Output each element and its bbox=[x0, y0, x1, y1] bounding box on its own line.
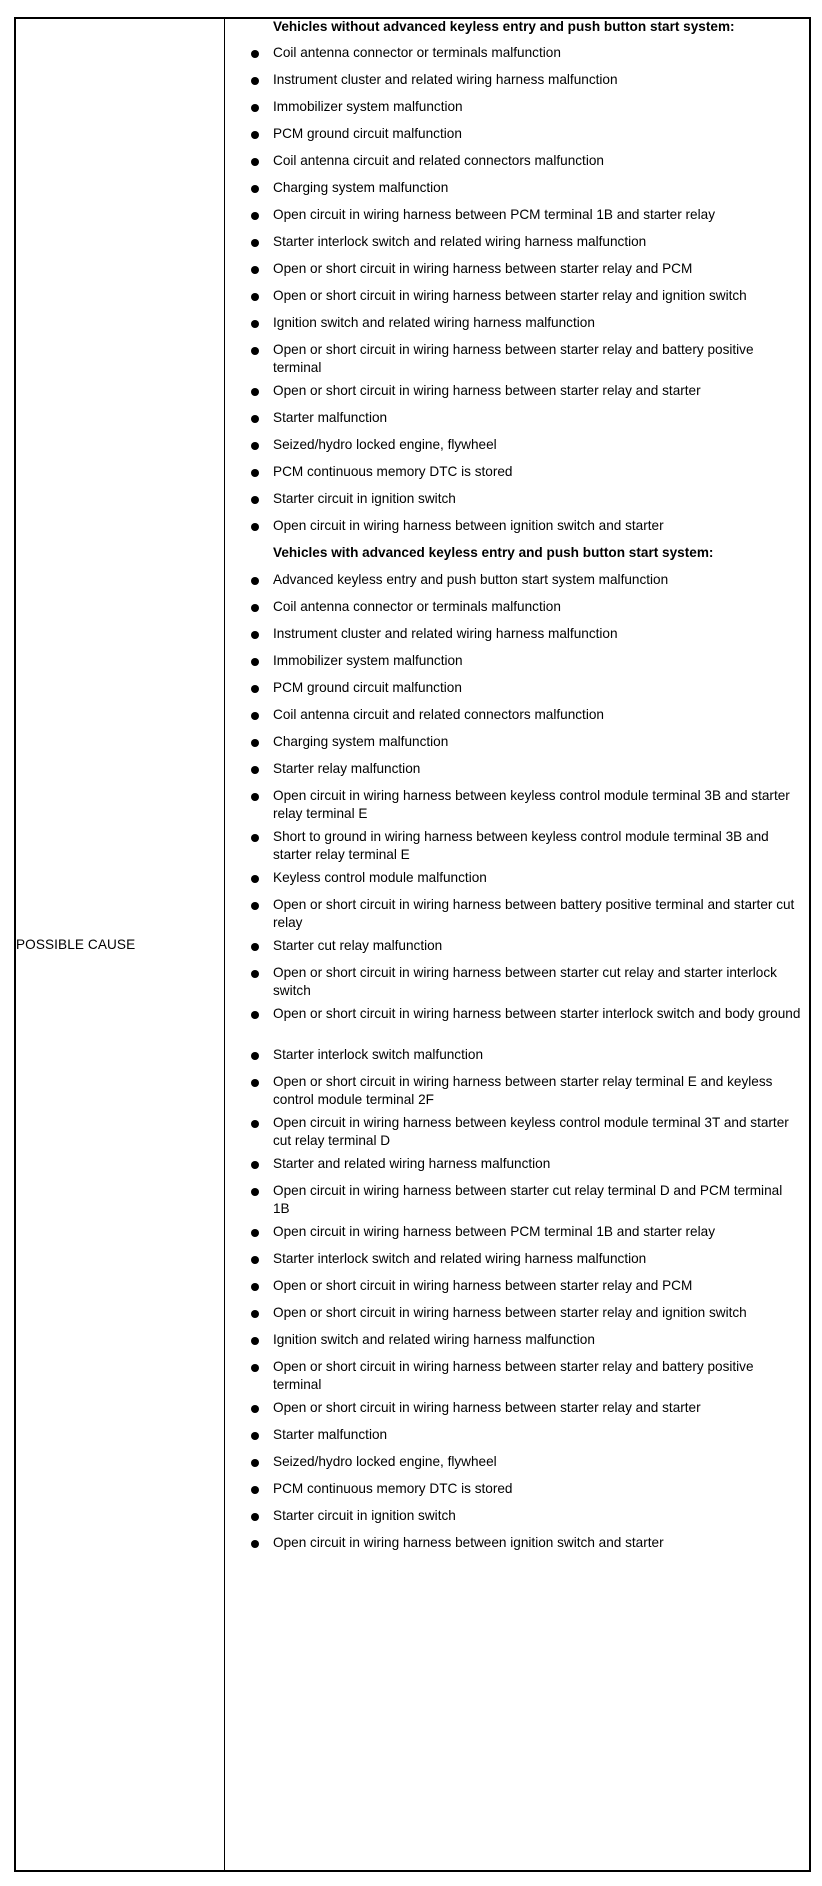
bullet-icon bbox=[251, 1283, 259, 1291]
item-text: Coil antenna circuit and related connectors malfunction bbox=[273, 707, 604, 722]
item-text: Starter circuit in ignition switch bbox=[273, 491, 456, 506]
list-item bbox=[225, 1005, 809, 1023]
item-text: Open circuit in wiring harness between ignition switch and starter bbox=[273, 518, 664, 533]
item-text: Open or short circuit in wiring harness between starter relay and ignition switch bbox=[273, 1305, 747, 1320]
bullet-icon bbox=[251, 766, 259, 774]
list-item bbox=[225, 206, 809, 224]
bullet-icon bbox=[251, 970, 259, 978]
item-text: Open or short circuit in wiring harness between starter relay terminal E and keyless control module terminal 2F bbox=[273, 1074, 773, 1107]
item-text: Starter relay malfunction bbox=[273, 761, 421, 776]
bullet-icon bbox=[251, 1364, 259, 1372]
list-item bbox=[225, 964, 809, 1000]
bullet-icon bbox=[251, 712, 259, 720]
item-text: Starter circuit in ignition switch bbox=[273, 1508, 456, 1523]
bullet-icon bbox=[251, 685, 259, 693]
list-item bbox=[225, 1399, 809, 1417]
section-heading bbox=[225, 544, 809, 562]
item-text: Open or short circuit in wiring harness between battery positive terminal and starter cut relay bbox=[273, 897, 795, 930]
bullet-icon bbox=[251, 1079, 259, 1087]
item-text: Open or short circuit in wiring harness between starter relay and PCM bbox=[273, 1278, 693, 1293]
list-item bbox=[225, 517, 809, 535]
list-item bbox=[225, 869, 809, 887]
list-item bbox=[225, 382, 809, 400]
bullet-icon bbox=[251, 50, 259, 58]
bullet-icon bbox=[251, 834, 259, 842]
bullet-icon bbox=[251, 239, 259, 247]
list-item bbox=[225, 1426, 809, 1444]
bullet-icon bbox=[251, 875, 259, 883]
bullet-icon bbox=[251, 793, 259, 801]
item-text: Seized/hydro locked engine, flywheel bbox=[273, 437, 497, 452]
item-text: Starter interlock switch and related wiring harness malfunction bbox=[273, 1251, 647, 1266]
bullet-icon bbox=[251, 104, 259, 112]
bullet-icon bbox=[251, 1120, 259, 1128]
bullet-icon bbox=[251, 1513, 259, 1521]
item-text: Starter malfunction bbox=[273, 410, 388, 425]
item-text: Keyless control module malfunction bbox=[273, 870, 487, 885]
item-text: Starter interlock switch and related wiring harness malfunction bbox=[273, 234, 647, 249]
item-text: Open or short circuit in wiring harness between starter relay and battery positive terminal bbox=[273, 1359, 754, 1392]
list-item bbox=[225, 341, 809, 377]
item-text: Starter malfunction bbox=[273, 1427, 388, 1442]
item-text: Open or short circuit in wiring harness between starter relay and battery positive terminal bbox=[273, 342, 754, 375]
heading-text: Vehicles with advanced keyless entry and push button start system: bbox=[273, 545, 714, 560]
item-text: Immobilizer system malfunction bbox=[273, 653, 463, 668]
item-text: Open circuit in wiring harness between PCM terminal 1B and starter relay bbox=[273, 207, 715, 222]
list-item bbox=[225, 1304, 809, 1322]
item-text: Instrument cluster and related wiring harness malfunction bbox=[273, 72, 618, 87]
list-item bbox=[225, 314, 809, 332]
list-item bbox=[225, 828, 809, 864]
bullet-icon bbox=[251, 1188, 259, 1196]
bullet-icon bbox=[251, 131, 259, 139]
list-item bbox=[225, 787, 809, 823]
bullet-icon bbox=[251, 902, 259, 910]
list-item bbox=[225, 937, 809, 955]
bullet-icon bbox=[251, 943, 259, 951]
bullet-icon bbox=[251, 1337, 259, 1345]
bullet-icon bbox=[251, 523, 259, 531]
bullet-icon bbox=[251, 739, 259, 747]
list-item bbox=[225, 152, 809, 170]
bullet-icon bbox=[251, 1486, 259, 1494]
list-item bbox=[225, 571, 809, 589]
bullet-icon bbox=[251, 1432, 259, 1440]
heading-text: Vehicles without advanced keyless entry and push button start system: bbox=[273, 19, 735, 34]
item-text: Immobilizer system malfunction bbox=[273, 99, 463, 114]
list-item bbox=[225, 1507, 809, 1525]
item-text: Starter interlock switch malfunction bbox=[273, 1047, 484, 1062]
list-item bbox=[225, 733, 809, 751]
bullet-icon bbox=[251, 320, 259, 328]
list-item bbox=[225, 1480, 809, 1498]
item-text: PCM continuous memory DTC is stored bbox=[273, 1481, 513, 1496]
item-text: Coil antenna connector or terminals malfunction bbox=[273, 45, 561, 60]
list-item bbox=[225, 1114, 809, 1150]
list-item bbox=[225, 409, 809, 427]
list-item bbox=[225, 679, 809, 697]
item-text: Starter and related wiring harness malfunction bbox=[273, 1156, 551, 1171]
item-text: Open or short circuit in wiring harness between starter relay and PCM bbox=[273, 261, 693, 276]
item-text: Open circuit in wiring harness between PCM terminal 1B and starter relay bbox=[273, 1224, 715, 1239]
item-text: Ignition switch and related wiring harness malfunction bbox=[273, 315, 595, 330]
bullet-icon bbox=[251, 158, 259, 166]
item-text: Coil antenna connector or terminals malfunction bbox=[273, 599, 561, 614]
item-text: PCM continuous memory DTC is stored bbox=[273, 464, 513, 479]
bullet-icon bbox=[251, 1052, 259, 1060]
item-text: Charging system malfunction bbox=[273, 734, 449, 749]
item-text: PCM ground circuit malfunction bbox=[273, 680, 462, 695]
list-item bbox=[225, 463, 809, 481]
list-item bbox=[225, 652, 809, 670]
bullet-icon bbox=[251, 266, 259, 274]
list-item bbox=[225, 896, 809, 932]
item-text: Instrument cluster and related wiring harness malfunction bbox=[273, 626, 618, 641]
bullet-icon bbox=[251, 1405, 259, 1413]
list-item bbox=[225, 179, 809, 197]
list-item bbox=[225, 1453, 809, 1471]
item-text: Open or short circuit in wiring harness between starter interlock switch and body ground bbox=[273, 1006, 801, 1021]
bullet-icon bbox=[251, 577, 259, 585]
list-item bbox=[225, 1250, 809, 1268]
list-item bbox=[225, 490, 809, 508]
list-item bbox=[225, 760, 809, 778]
list-item bbox=[225, 1182, 809, 1218]
item-text: Short to ground in wiring harness between keyless control module terminal 3B and starter relay terminal E bbox=[273, 829, 769, 862]
bullet-icon bbox=[251, 415, 259, 423]
bullet-icon bbox=[251, 1310, 259, 1318]
bullet-icon bbox=[251, 388, 259, 396]
list-item bbox=[225, 260, 809, 278]
bullet-icon bbox=[251, 604, 259, 612]
item-text: Open circuit in wiring harness between starter cut relay terminal D and PCM terminal 1B bbox=[273, 1183, 783, 1216]
list-item bbox=[225, 125, 809, 143]
list-item bbox=[225, 1358, 809, 1394]
bullet-icon bbox=[251, 469, 259, 477]
bullet-icon bbox=[251, 1540, 259, 1548]
bullet-icon bbox=[251, 496, 259, 504]
list-item bbox=[225, 44, 809, 62]
item-text: Open or short circuit in wiring harness between starter relay and starter bbox=[273, 383, 701, 398]
item-text: Ignition switch and related wiring harness malfunction bbox=[273, 1332, 595, 1347]
item-text: Coil antenna circuit and related connectors malfunction bbox=[273, 153, 604, 168]
bullet-icon bbox=[251, 1256, 259, 1264]
item-text: Open or short circuit in wiring harness between starter relay and starter bbox=[273, 1400, 701, 1415]
item-text: Open circuit in wiring harness between ignition switch and starter bbox=[273, 1535, 664, 1550]
item-text: Open or short circuit in wiring harness between starter relay and ignition switch bbox=[273, 288, 747, 303]
bullet-icon bbox=[251, 293, 259, 301]
bullet-icon bbox=[251, 1161, 259, 1169]
bullet-icon bbox=[251, 347, 259, 355]
list-item bbox=[225, 598, 809, 616]
list-item bbox=[225, 625, 809, 643]
row-label: POSSIBLE CAUSE bbox=[16, 937, 136, 952]
item-text: PCM ground circuit malfunction bbox=[273, 126, 462, 141]
bullet-icon bbox=[251, 658, 259, 666]
list-item bbox=[225, 1277, 809, 1295]
bullet-icon bbox=[251, 1459, 259, 1467]
bullet-icon bbox=[251, 185, 259, 193]
bullet-icon bbox=[251, 631, 259, 639]
list-item bbox=[225, 1046, 809, 1064]
item-text: Starter cut relay malfunction bbox=[273, 938, 443, 953]
item-text: Seized/hydro locked engine, flywheel bbox=[273, 1454, 497, 1469]
list-item bbox=[225, 1223, 809, 1241]
item-text: Charging system malfunction bbox=[273, 180, 449, 195]
list-item bbox=[225, 1331, 809, 1349]
list-item bbox=[225, 98, 809, 116]
list-item bbox=[225, 1073, 809, 1109]
bullet-icon bbox=[251, 1229, 259, 1237]
list-item bbox=[225, 71, 809, 89]
item-text: Open or short circuit in wiring harness between starter cut relay and starter interlock switch bbox=[273, 965, 777, 998]
item-text: Open circuit in wiring harness between keyless control module terminal 3T and starter cut relay terminal D bbox=[273, 1115, 789, 1148]
section-heading bbox=[225, 18, 809, 36]
list-item bbox=[225, 233, 809, 251]
list-item bbox=[225, 436, 809, 454]
bullet-icon bbox=[251, 77, 259, 85]
content-cell bbox=[225, 19, 809, 1870]
bullet-icon bbox=[251, 1011, 259, 1019]
item-text: Advanced keyless entry and push button start system malfunction bbox=[273, 572, 669, 587]
list-item bbox=[225, 287, 809, 305]
possible-cause-table bbox=[14, 17, 811, 1872]
label-cell bbox=[16, 19, 225, 1870]
item-text: Open circuit in wiring harness between keyless control module terminal 3B and starter relay terminal E bbox=[273, 788, 790, 821]
list-item bbox=[225, 1155, 809, 1173]
bullet-icon bbox=[251, 442, 259, 450]
bullet-icon bbox=[251, 212, 259, 220]
list-item bbox=[225, 1534, 809, 1552]
list-item bbox=[225, 706, 809, 724]
